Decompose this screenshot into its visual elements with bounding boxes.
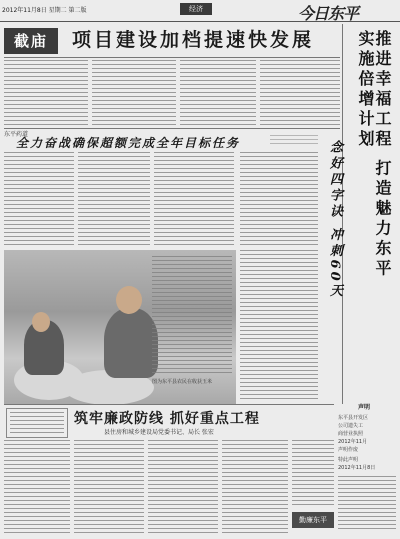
caption-label: 图为东平县农民在收获玉米 <box>152 379 213 385</box>
article-text-block <box>180 60 256 126</box>
caption-text <box>152 256 232 376</box>
article-text-block <box>74 440 144 536</box>
sidebar-line: 特此声明 <box>338 457 359 463</box>
section-badge: 经济 <box>180 3 212 15</box>
article-text-block <box>222 440 288 536</box>
sidebar-text <box>338 476 396 532</box>
article-text-block <box>148 440 218 536</box>
article-byline: 东平药道 <box>4 131 29 138</box>
farmer-face <box>32 312 50 332</box>
divider <box>4 404 334 405</box>
farmer-figure <box>104 308 158 378</box>
sidebar-line: 东平县开发区 <box>338 415 369 421</box>
sub-headline: 全力奋战确保超额完成全年目标任务 <box>16 136 241 150</box>
article-text-block <box>4 440 70 536</box>
article-text-block <box>4 60 88 126</box>
article-text-block <box>78 152 150 247</box>
divider <box>4 57 340 58</box>
farmer-face <box>116 286 142 314</box>
article-text-block <box>240 152 318 247</box>
issue-date: 2012年11月8日 星期二 第二版 <box>2 7 87 14</box>
sidebar-heading: 声明 <box>358 404 371 411</box>
main-headline: 项目建设加档提速快发展 <box>72 29 315 51</box>
sidebar-line: 2012年11月 <box>338 439 368 445</box>
banner-title-2: 推进幸福工程 打造魅力东平 <box>373 30 392 280</box>
masthead <box>0 0 400 22</box>
sidebar-notice <box>336 400 400 539</box>
article-text-block <box>292 440 334 508</box>
slogan-column: 念好四字诀 冲刺60天 <box>327 140 342 300</box>
sidebar-line: 公司遗失工 <box>338 423 364 429</box>
sidebar-line: 2012年11月8日 <box>338 465 376 471</box>
newspaper-logo: 今日东平 <box>298 4 359 23</box>
photo-caption <box>152 256 232 386</box>
article-text-block <box>260 60 340 126</box>
notice-box <box>6 408 68 438</box>
article-text-block <box>4 152 74 247</box>
banner-title-1: 实施倍增计划 <box>356 30 375 150</box>
bottom-headline: 筑牢廉政防线 抓好重点工程 <box>74 411 260 427</box>
sidebar-line: 声明作废 <box>338 447 359 453</box>
article-text-block <box>154 152 234 247</box>
divider <box>4 128 340 129</box>
article-text-block <box>92 60 176 126</box>
article-text-block <box>240 250 318 400</box>
sidebar-line: 商营业执照 <box>338 431 364 437</box>
bottom-subheadline: 县住房和城乡建设局党委书记、局长 张宏 <box>104 429 214 436</box>
notice-text <box>10 412 64 434</box>
column-stamp: 勤廉东平 <box>292 512 334 528</box>
article-text-block <box>270 135 318 145</box>
headline-tag: 截庙 <box>4 28 58 54</box>
